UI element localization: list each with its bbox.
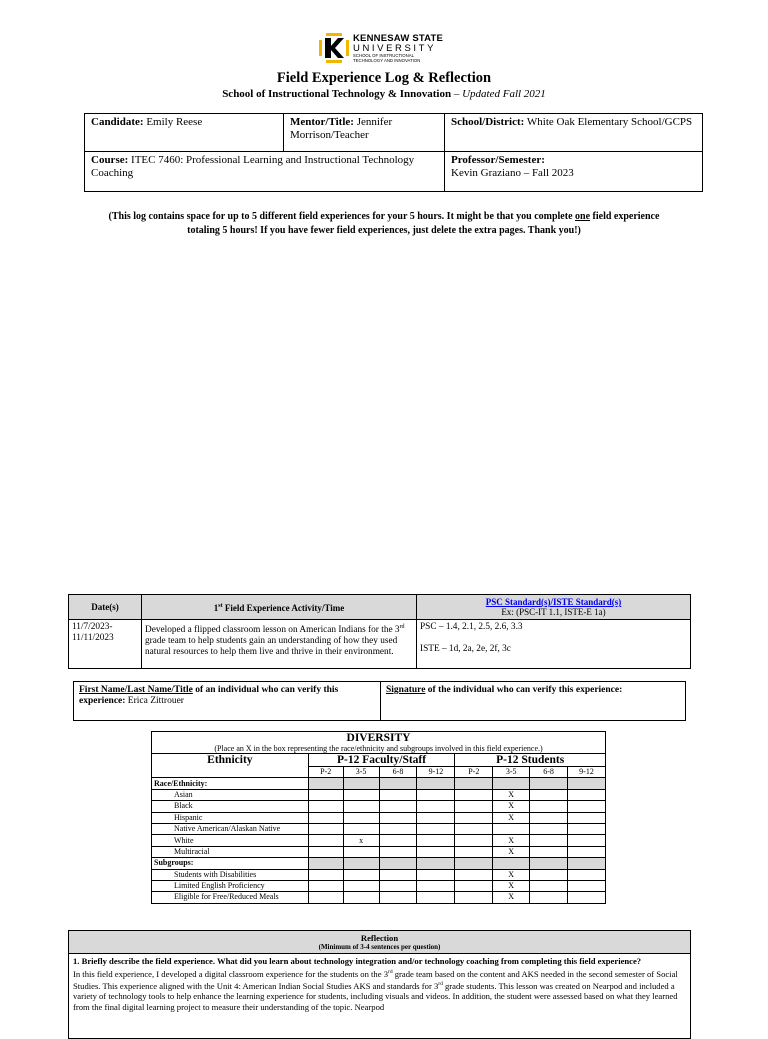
shaded-cell bbox=[379, 858, 417, 869]
faculty-checkbox-cell[interactable] bbox=[379, 801, 417, 812]
shaded-cell bbox=[308, 778, 343, 789]
reflection-header bbox=[69, 931, 691, 954]
faculty-checkbox-cell[interactable] bbox=[379, 892, 417, 903]
students-grade-header: P-2 bbox=[455, 767, 493, 778]
faculty-grade-header: P-2 bbox=[308, 767, 343, 778]
psc-standards: PSC – 1.4, 2.1, 2.5, 2.6, 3.3 bbox=[420, 622, 523, 632]
mentor-label: Mentor/Title: bbox=[290, 116, 354, 128]
faculty-checkbox-cell[interactable] bbox=[308, 880, 343, 891]
shaded-cell bbox=[530, 778, 568, 789]
faculty-checkbox-cell[interactable] bbox=[417, 801, 455, 812]
diversity-table bbox=[151, 731, 606, 904]
reflection-answer-3: grade students. This lesson was created on Nearpod and included a variety of technology tools to help enhance the learning experience for students, including visuals and videos. In addition, the student were assessed based on what they learned from the final digital learning project to measure their understanding of the topic. Nearpod bbox=[73, 980, 678, 1012]
subgroup-row bbox=[152, 880, 606, 891]
diversity-instructions: (Place an X in the box representing the race/ethnicity and subgroups involved in this field experience.) bbox=[214, 744, 543, 753]
faculty-checkbox-cell[interactable] bbox=[417, 869, 455, 880]
candidate-value: Emily Reese bbox=[143, 116, 203, 128]
activity-header-rest: Field Experience Activity/Time bbox=[222, 602, 345, 613]
subgroup-label: Limited English Proficiency bbox=[152, 880, 309, 891]
shaded-cell bbox=[455, 858, 493, 869]
activity-header-num: 1 bbox=[213, 602, 219, 613]
professor-cell bbox=[445, 152, 703, 192]
faculty-checkbox-cell[interactable] bbox=[343, 892, 379, 903]
race-row bbox=[152, 812, 606, 823]
faculty-checkbox-cell[interactable] bbox=[379, 846, 417, 857]
students-checkbox-cell[interactable]: X bbox=[493, 846, 530, 857]
note-part-1: (This log contains space for up to 5 different field experiences for your 5 hours. It might be that you complete bbox=[108, 211, 576, 222]
note-underlined: one bbox=[575, 211, 591, 222]
students-checkbox-cell[interactable] bbox=[530, 880, 568, 891]
race-row bbox=[152, 846, 606, 857]
race-section bbox=[152, 778, 606, 903]
activity-part-2: grade team to help students gain an understanding of how they used natural resources to help them live and thrive in their environment. bbox=[145, 636, 398, 658]
candidate-cell bbox=[85, 114, 284, 152]
faculty-checkbox-cell[interactable] bbox=[343, 789, 379, 800]
race-row bbox=[152, 823, 606, 834]
race-row bbox=[152, 835, 606, 846]
faculty-checkbox-cell[interactable] bbox=[308, 823, 343, 834]
subtitle-school: School of Instructional Technology & Innovation bbox=[222, 88, 452, 100]
faculty-grade-header: 3-5 bbox=[343, 767, 379, 778]
students-checkbox-cell[interactable] bbox=[568, 869, 606, 880]
students-checkbox-cell[interactable] bbox=[568, 892, 606, 903]
diversity-title: DIVERSITY bbox=[346, 732, 411, 744]
students-grade-header: 3-5 bbox=[493, 767, 530, 778]
faculty-checkbox-cell[interactable] bbox=[308, 869, 343, 880]
students-checkbox-cell[interactable] bbox=[568, 789, 606, 800]
shaded-cell bbox=[343, 778, 379, 789]
mentor-cell bbox=[284, 114, 445, 152]
verifier-signature-cell bbox=[381, 682, 686, 721]
students-checkbox-cell[interactable] bbox=[530, 835, 568, 846]
course-label: Course: bbox=[91, 154, 129, 166]
verifier-name-value: Erica Zittrouer bbox=[125, 696, 184, 706]
faculty-checkbox-cell[interactable] bbox=[417, 880, 455, 891]
race-label: Asian bbox=[152, 789, 309, 800]
reflection-sup-2: rd bbox=[438, 981, 443, 988]
subgroup-row bbox=[152, 869, 606, 880]
standard-header-example: Ex: (PSC-IT 1.1, ISTE-E 1a) bbox=[501, 607, 606, 617]
students-checkbox-cell[interactable] bbox=[455, 835, 493, 846]
subtitle-dash: – bbox=[451, 88, 463, 100]
date-value: 11/7/2023-11/11/2023 bbox=[69, 620, 142, 669]
students-grade-header: 9-12 bbox=[568, 767, 606, 778]
shaded-cell bbox=[308, 858, 343, 869]
students-header: P-12 Students bbox=[455, 754, 606, 767]
note-part-2: field experience totaling 5 hours! If you have fewer field experiences, just delete the extra pages. Thank you!) bbox=[187, 211, 660, 236]
students-checkbox-cell[interactable]: X bbox=[493, 801, 530, 812]
faculty-checkbox-cell[interactable] bbox=[343, 823, 379, 834]
students-grade-header: 6-8 bbox=[530, 767, 568, 778]
subgroup-label: Eligible for Free/Reduced Meals bbox=[152, 892, 309, 903]
students-checkbox-cell[interactable] bbox=[455, 880, 493, 891]
faculty-checkbox-cell[interactable] bbox=[379, 812, 417, 823]
race-label: Hispanic bbox=[152, 812, 309, 823]
verifier-name-cell bbox=[74, 682, 381, 721]
reflection-answer-1: In this field experience, I developed a digital classroom experience for the students on the 3 bbox=[73, 968, 388, 979]
race-label: Native American/Alaskan Native bbox=[152, 823, 309, 834]
course-value: ITEC 7460: Professional Learning and Instructional Technology Coaching bbox=[91, 154, 415, 179]
professor-value: Kevin Graziano – Fall 2023 bbox=[451, 167, 574, 179]
students-checkbox-cell[interactable] bbox=[568, 812, 606, 823]
ethnicity-header: Ethnicity bbox=[152, 754, 309, 778]
students-checkbox-cell[interactable] bbox=[493, 823, 530, 834]
students-checkbox-cell[interactable]: X bbox=[493, 880, 530, 891]
reflection-answer-cell bbox=[69, 954, 691, 1039]
faculty-checkbox-cell[interactable] bbox=[343, 869, 379, 880]
faculty-checkbox-cell[interactable] bbox=[379, 880, 417, 891]
subgroup-row bbox=[152, 892, 606, 903]
activity-header bbox=[142, 595, 417, 620]
reflection-title: Reflection bbox=[360, 933, 399, 943]
date-header: Date(s) bbox=[69, 595, 142, 620]
students-checkbox-cell[interactable] bbox=[455, 846, 493, 857]
logo-line-1: KENNESAW STATE bbox=[353, 33, 444, 44]
faculty-checkbox-cell[interactable] bbox=[417, 846, 455, 857]
race-row bbox=[152, 789, 606, 800]
faculty-checkbox-cell[interactable] bbox=[379, 789, 417, 800]
faculty-checkbox-cell[interactable] bbox=[308, 812, 343, 823]
reflection-answer-2: grade team based on the content and AKS needed in the second semester of Social Studies. This experience aligned with the Unit 4: American Indian Social Studies AKS and standards for 3 bbox=[73, 968, 678, 991]
instructions-note bbox=[100, 210, 668, 238]
reflection-table bbox=[68, 930, 691, 1039]
school-value: White Oak Elementary School/GCPS bbox=[524, 116, 693, 128]
faculty-checkbox-cell[interactable] bbox=[417, 789, 455, 800]
students-checkbox-cell[interactable] bbox=[568, 880, 606, 891]
race-label: White bbox=[152, 835, 309, 846]
professor-label: Professor/Semester: bbox=[451, 154, 545, 166]
race-label: Multiracial bbox=[152, 846, 309, 857]
students-checkbox-cell[interactable]: X bbox=[493, 869, 530, 880]
shaded-cell bbox=[343, 858, 379, 869]
students-checkbox-cell[interactable] bbox=[568, 823, 606, 834]
students-checkbox-cell[interactable] bbox=[530, 812, 568, 823]
shaded-cell bbox=[455, 778, 493, 789]
standards-value bbox=[417, 620, 691, 669]
ksu-logo-icon bbox=[318, 32, 350, 64]
subgroup-label: Students with Disabilities bbox=[152, 869, 309, 880]
faculty-header: P-12 Faculty/Staff bbox=[308, 754, 455, 767]
faculty-checkbox-cell[interactable] bbox=[308, 835, 343, 846]
verifier-name-label-underlined: First Name/Last Name/Title bbox=[79, 685, 193, 695]
students-checkbox-cell[interactable] bbox=[530, 892, 568, 903]
diversity-title-cell bbox=[152, 732, 606, 754]
candidate-info-table bbox=[84, 113, 703, 192]
race-ethnicity-header: Race/Ethnicity: bbox=[152, 778, 309, 789]
reflection-subtitle: (Minimum of 3-4 sentences per question) bbox=[318, 943, 441, 952]
faculty-checkbox-cell[interactable] bbox=[308, 892, 343, 903]
course-cell bbox=[85, 152, 445, 192]
school-label: School/District: bbox=[451, 116, 525, 128]
verifier-name-label: of an individual who can verify this experience: bbox=[79, 685, 339, 706]
subgroups-header: Subgroups: bbox=[152, 858, 309, 869]
reflection-question: 1. Briefly describe the field experience. What did you learn about technology integration and/or technology coaching from completing this field experience? bbox=[73, 956, 642, 967]
students-checkbox-cell[interactable] bbox=[455, 823, 493, 834]
activity-value bbox=[142, 620, 417, 669]
standard-header bbox=[417, 595, 691, 620]
ksu-logo bbox=[318, 32, 448, 68]
field-experience-table bbox=[68, 594, 691, 669]
page-subtitle bbox=[0, 88, 768, 100]
shaded-cell bbox=[493, 858, 530, 869]
students-checkbox-cell[interactable] bbox=[455, 789, 493, 800]
students-checkbox-cell[interactable] bbox=[455, 801, 493, 812]
subtitle-updated: Updated Fall 2021 bbox=[462, 88, 546, 100]
faculty-checkbox-cell[interactable] bbox=[417, 835, 455, 846]
faculty-checkbox-cell[interactable] bbox=[308, 846, 343, 857]
verifier-table bbox=[73, 681, 686, 721]
students-checkbox-cell[interactable] bbox=[455, 812, 493, 823]
students-checkbox-cell[interactable] bbox=[530, 789, 568, 800]
faculty-checkbox-cell[interactable] bbox=[379, 835, 417, 846]
students-checkbox-cell[interactable]: X bbox=[493, 812, 530, 823]
shaded-cell bbox=[568, 778, 606, 789]
faculty-checkbox-cell[interactable] bbox=[379, 869, 417, 880]
faculty-grade-header: 9-12 bbox=[417, 767, 455, 778]
faculty-checkbox-cell[interactable]: x bbox=[343, 835, 379, 846]
shaded-cell bbox=[417, 778, 455, 789]
students-checkbox-cell[interactable] bbox=[568, 846, 606, 857]
candidate-label: Candidate: bbox=[91, 116, 144, 128]
page-title: Field Experience Log & Reflection bbox=[276, 70, 492, 86]
school-cell bbox=[445, 114, 703, 152]
students-checkbox-cell[interactable] bbox=[530, 869, 568, 880]
signature-label-underlined: Signature bbox=[386, 685, 426, 695]
mentor-value: Jennifer Morrison/Teacher bbox=[290, 116, 393, 141]
students-checkbox-cell[interactable]: X bbox=[493, 789, 530, 800]
students-checkbox-cell[interactable] bbox=[530, 801, 568, 812]
faculty-checkbox-cell[interactable] bbox=[308, 801, 343, 812]
activity-part-1: Developed a flipped classroom lesson on American Indians for the 3 bbox=[145, 625, 400, 636]
faculty-checkbox-cell[interactable] bbox=[417, 823, 455, 834]
logo-line-2: UNIVERSITY bbox=[353, 43, 437, 54]
shaded-cell bbox=[530, 858, 568, 869]
iste-standards: ISTE – 1d, 2a, 2e, 2f, 3c bbox=[420, 644, 511, 654]
faculty-checkbox-cell[interactable] bbox=[417, 812, 455, 823]
students-checkbox-cell[interactable] bbox=[530, 823, 568, 834]
students-checkbox-cell[interactable]: X bbox=[493, 892, 530, 903]
logo-line-3: SCHOOL OF INSTRUCTIONAL TECHNOLOGY AND INNOVATION bbox=[353, 53, 421, 63]
students-checkbox-cell[interactable] bbox=[568, 801, 606, 812]
faculty-checkbox-cell[interactable] bbox=[379, 823, 417, 834]
standard-header-link[interactable]: PSC Standard(s)/ISTE Standard(s) bbox=[485, 597, 622, 607]
race-label: Black bbox=[152, 801, 309, 812]
activity-header-sup: st bbox=[218, 602, 223, 609]
students-checkbox-cell[interactable]: X bbox=[493, 835, 530, 846]
students-checkbox-cell[interactable] bbox=[568, 835, 606, 846]
faculty-grade-header: 6-8 bbox=[379, 767, 417, 778]
faculty-checkbox-cell[interactable] bbox=[343, 801, 379, 812]
faculty-checkbox-cell[interactable] bbox=[343, 846, 379, 857]
shaded-cell bbox=[417, 858, 455, 869]
shaded-cell bbox=[379, 778, 417, 789]
reflection-sup-1: rd bbox=[388, 968, 393, 975]
faculty-checkbox-cell[interactable] bbox=[417, 892, 455, 903]
students-checkbox-cell[interactable] bbox=[455, 892, 493, 903]
faculty-checkbox-cell[interactable] bbox=[308, 789, 343, 800]
students-checkbox-cell[interactable] bbox=[530, 846, 568, 857]
activity-sup: rd bbox=[399, 624, 405, 630]
faculty-checkbox-cell[interactable] bbox=[343, 880, 379, 891]
shaded-cell bbox=[493, 778, 530, 789]
faculty-checkbox-cell[interactable] bbox=[343, 812, 379, 823]
shaded-cell bbox=[568, 858, 606, 869]
race-row bbox=[152, 801, 606, 812]
students-checkbox-cell[interactable] bbox=[455, 869, 493, 880]
signature-label: of the individual who can verify this experience: bbox=[425, 685, 623, 695]
